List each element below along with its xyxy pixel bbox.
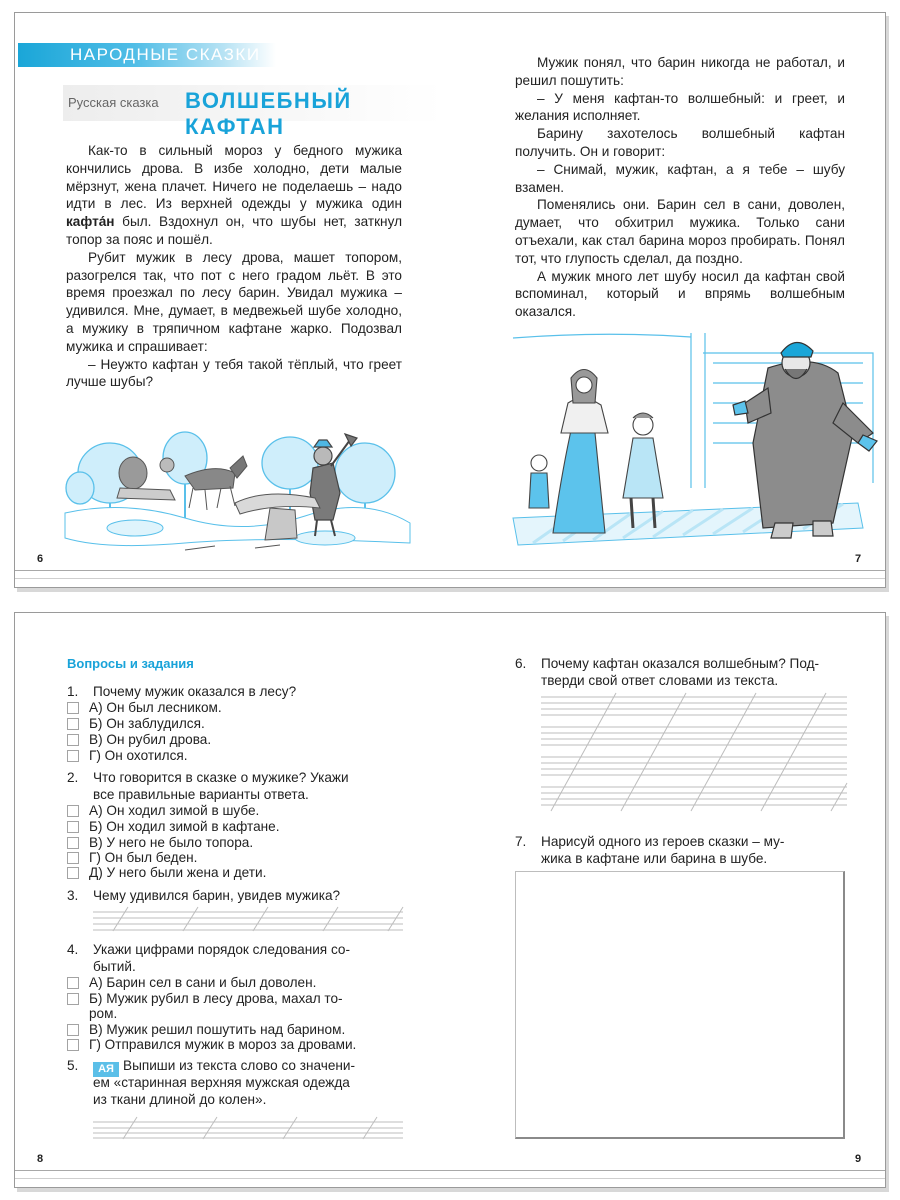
paragraph-3: – Неужто кафтан у тебя такой тёплый, что греет лучше шубы? bbox=[66, 356, 402, 390]
checkbox[interactable] bbox=[67, 750, 79, 762]
page-number-6: 6 bbox=[37, 553, 44, 565]
checkbox[interactable] bbox=[67, 734, 79, 746]
story-title-bar bbox=[63, 85, 443, 139]
option-label: Б) Мужик рубил в лесу дрова, махал то- bbox=[89, 991, 343, 1006]
paragraph-6: Барину захотелось волшебный кафтан получить. Он и говорит: bbox=[515, 126, 845, 159]
paragraph-1-text-b: был. Вздохнул он, что шубы нет, заткнул топор за пояс и пошёл. bbox=[66, 214, 402, 247]
question-7-number: 7. bbox=[515, 834, 527, 849]
question-4-text-line1: Укажи цифрами порядок следования со- bbox=[93, 942, 350, 957]
question-3-number: 3. bbox=[67, 888, 79, 903]
question-6-text-line1: Почему кафтан оказался волшебным? Под- bbox=[541, 656, 820, 671]
page-number-8: 8 bbox=[37, 1153, 44, 1165]
checkbox[interactable] bbox=[67, 852, 79, 864]
checkbox[interactable] bbox=[67, 867, 79, 879]
page-6 bbox=[15, 13, 451, 587]
question-2 bbox=[67, 769, 412, 803]
checkbox[interactable] bbox=[67, 977, 79, 989]
question-5-text-line3: из ткани длиной до колен». bbox=[93, 1092, 267, 1107]
keyword-kaftan: кафта́н bbox=[66, 214, 115, 230]
option-label: Д) У него были жена и дети. bbox=[89, 865, 267, 880]
option-label: Г) Он охотился. bbox=[89, 748, 188, 763]
question-1-number: 1. bbox=[67, 684, 79, 699]
page-number-9: 9 bbox=[855, 1153, 862, 1165]
option-label: ром. bbox=[89, 1006, 118, 1021]
question-6 bbox=[515, 655, 860, 689]
question-5-number: 5. bbox=[67, 1058, 79, 1073]
paragraph-5: – У меня кафтан-то волшебный: и греет, и желания исполняет. bbox=[515, 90, 845, 124]
question-7 bbox=[515, 833, 860, 867]
checkbox[interactable] bbox=[67, 821, 79, 833]
dictionary-icon: АЯ bbox=[93, 1062, 119, 1077]
question-3 bbox=[67, 887, 412, 905]
checkbox[interactable] bbox=[67, 837, 79, 849]
book-spread-pages-8-9 bbox=[14, 612, 886, 1188]
forest-woodcutter-illustration bbox=[65, 418, 410, 558]
page-number-7: 7 bbox=[855, 553, 862, 565]
checkbox[interactable] bbox=[67, 1024, 79, 1036]
section-title: НАРОДНЫЕ СКАЗКИ bbox=[70, 45, 261, 64]
story-title: ВОЛШЕБНЫЙ КАФТАН bbox=[185, 88, 352, 139]
question-1 bbox=[67, 683, 407, 701]
question-7-text-line2: жика в кафтане или барина в шубе. bbox=[541, 851, 768, 866]
question-3-text: Чему удивился барин, увидев мужика? bbox=[93, 888, 341, 903]
question-1-text: Почему мужик оказался в лесу? bbox=[93, 684, 297, 699]
checkbox[interactable] bbox=[67, 993, 79, 1005]
section-banner bbox=[18, 43, 276, 67]
paragraph-2: Рубит мужик в лесу дрова, машет топором, разогрелся так, что пот с него градом льёт. В это время проезжал по лесу барин. Увидал мужика – удивился. Мне, думает, в медвежьей шубе холодно, а мужику в тряпичном кафтане жарко. Подозвал мужика и спрашивает: bbox=[66, 249, 402, 354]
page-7 bbox=[451, 13, 887, 587]
checkbox[interactable] bbox=[67, 1039, 79, 1051]
checkbox[interactable] bbox=[67, 805, 79, 817]
paragraph-7: – Снимай, мужик, кафтан, а я тебе – шубу взамен. bbox=[515, 161, 845, 195]
question-5 bbox=[67, 1057, 412, 1111]
page-9 bbox=[451, 613, 887, 1187]
checkbox[interactable] bbox=[67, 702, 79, 714]
option-label: Б) Он заблудился. bbox=[89, 716, 205, 731]
page-8 bbox=[15, 613, 451, 1187]
option-label: В) Он рубил дрова. bbox=[89, 732, 212, 747]
option-label: Б) Он ходил зимой в кафтане. bbox=[89, 819, 280, 834]
drawing-area[interactable] bbox=[515, 871, 845, 1139]
option-label: Г) Отправился мужик в мороз за дровами. bbox=[89, 1037, 357, 1052]
checkbox[interactable] bbox=[67, 718, 79, 730]
story-text-right bbox=[515, 54, 845, 321]
question-4-text-line2: бытий. bbox=[93, 959, 136, 974]
paragraph-1 bbox=[66, 142, 402, 249]
question-5-text-line2: ем «старинная верхняя мужская одежда bbox=[93, 1075, 350, 1090]
question-2-text-line2: все правильные варианты ответа. bbox=[93, 787, 309, 802]
question-6-number: 6. bbox=[515, 656, 527, 671]
paragraph-1-text-a: Как-то в сильный мороз у бедного мужика кончились дрова. В избе холодно, дети малые мёрзнут, жена плачет. Ничего не поделаешь – надо идти в лес. Из верхней одежды у мужика один bbox=[66, 143, 402, 212]
q6-writing-lines[interactable] bbox=[541, 693, 847, 811]
paragraph-8: Поменялись они. Барин сел в сани, доволен, думает, что обхитрил мужика. Только сани отъехали, как стал барина мороз пробирать. Понял тот, что глупость сделал, да поздно. bbox=[515, 197, 845, 266]
q5-writing-lines[interactable] bbox=[93, 1117, 403, 1139]
question-4-number: 4. bbox=[67, 942, 79, 957]
question-7-text-line1: Нарисуй одного из героев сказки – му- bbox=[541, 834, 785, 849]
option-label: А) Он был лесником. bbox=[89, 700, 222, 715]
question-4 bbox=[67, 941, 412, 975]
question-6-text-line2: тверди свой ответ словами из текста. bbox=[541, 673, 779, 688]
option-label: В) У него не было топора. bbox=[89, 835, 254, 850]
story-subtitle: Русская сказка bbox=[68, 95, 159, 110]
family-in-fur-coat-illustration bbox=[513, 333, 883, 545]
option-label: В) Мужик решил пошутить над барином. bbox=[89, 1022, 346, 1037]
paragraph-9: А мужик много лет шубу носил да кафтан свой вспоминал, который и впрямь волшебным оказался. bbox=[515, 268, 845, 320]
story-text-left bbox=[66, 142, 402, 391]
option-label: А) Он ходил зимой в шубе. bbox=[89, 803, 260, 818]
question-2-text-line1: Что говорится в сказке о мужике? Укажи bbox=[93, 770, 349, 785]
questions-heading: Вопросы и задания bbox=[67, 656, 194, 671]
option-label: А) Барин сел в сани и был доволен. bbox=[89, 975, 317, 990]
book-spread-pages-6-7 bbox=[14, 12, 886, 588]
question-2-number: 2. bbox=[67, 770, 79, 785]
option-label: Г) Он был беден. bbox=[89, 850, 198, 865]
question-5-line1-text: Выпиши из текста слово со значени- bbox=[123, 1058, 356, 1073]
paragraph-4: Мужик понял, что барин никогда не работал, и решил пошутить: bbox=[515, 55, 845, 88]
q3-writing-lines[interactable] bbox=[93, 907, 403, 931]
